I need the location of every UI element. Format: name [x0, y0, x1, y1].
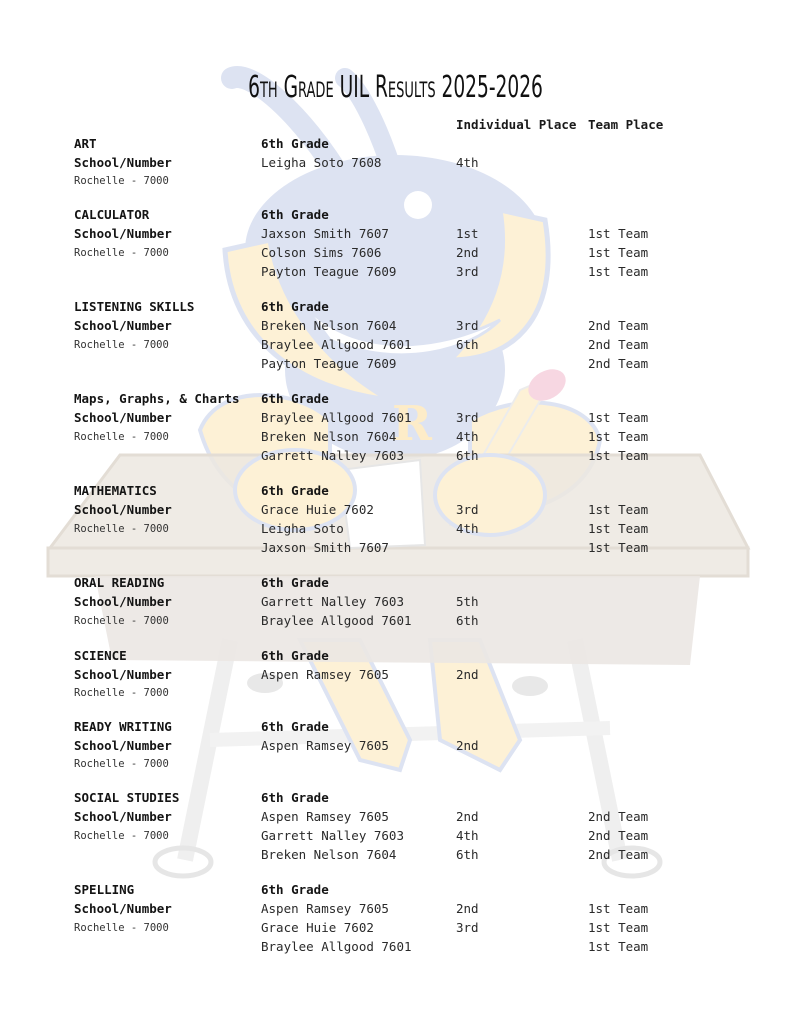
team-place: 1st Team: [588, 429, 649, 444]
student-name: Grace Huie 7602: [261, 920, 374, 935]
individual-place: 2nd: [456, 738, 479, 753]
student-name: Grace Huie 7602: [261, 502, 374, 517]
event-name: LISTENING SKILLS: [74, 299, 195, 314]
team-place: 2nd Team: [588, 847, 649, 862]
grade-label: 6th Grade: [261, 575, 329, 590]
event-name: Maps, Graphs, & Charts: [74, 391, 240, 406]
individual-place: 2nd: [456, 809, 479, 824]
grade-label: 6th Grade: [261, 483, 329, 498]
svg-text:R: R: [392, 396, 432, 452]
event-name: ORAL READING: [74, 575, 165, 590]
individual-place: 6th: [456, 613, 479, 628]
individual-place: 5th: [456, 594, 479, 609]
student-name: Aspen Ramsey 7605: [261, 738, 389, 753]
school-name: Rochelle - 7000: [74, 175, 169, 187]
team-place: 2nd Team: [588, 318, 649, 333]
team-place: 1st Team: [588, 502, 649, 517]
school-name: Rochelle - 7000: [74, 247, 169, 259]
team-place: 1st Team: [588, 901, 649, 916]
event-name: SOCIAL STUDIES: [74, 790, 180, 805]
individual-place: 3rd: [456, 410, 479, 425]
individual-place: 4th: [456, 155, 479, 170]
student-name: Garrett Nalley 7603: [261, 828, 404, 843]
school-name: Rochelle - 7000: [74, 615, 169, 627]
student-name: Colson Sims 7606: [261, 245, 382, 260]
individual-place: 6th: [456, 337, 479, 352]
student-name: Garrett Nalley 7603: [261, 594, 404, 609]
team-place: 1st Team: [588, 939, 649, 954]
team-place: 1st Team: [588, 410, 649, 425]
individual-place: 6th: [456, 448, 479, 463]
student-name: Aspen Ramsey 7605: [261, 901, 389, 916]
event-name: MATHEMATICS: [74, 483, 157, 498]
team-place: 1st Team: [588, 521, 649, 536]
team-place: 1st Team: [588, 245, 649, 260]
grade-label: 6th Grade: [261, 790, 329, 805]
student-name: Payton Teague 7609: [261, 356, 397, 371]
individual-place: 6th: [456, 847, 479, 862]
team-place: 2nd Team: [588, 809, 649, 824]
student-name: Garrett Nalley 7603: [261, 448, 404, 463]
school-name: Rochelle - 7000: [74, 830, 169, 842]
team-place-header: Team Place: [588, 117, 664, 132]
team-place: 1st Team: [588, 540, 649, 555]
individual-place: 3rd: [456, 318, 479, 333]
grade-label: 6th Grade: [261, 207, 329, 222]
team-place: 1st Team: [588, 264, 649, 279]
grade-label: 6th Grade: [261, 391, 329, 406]
grade-label: 6th Grade: [261, 882, 329, 897]
student-name: Jaxson Smith 7607: [261, 540, 389, 555]
student-name: Braylee Allgood 7601: [261, 337, 412, 352]
school-number-label: School/Number: [74, 226, 172, 241]
team-place: 1st Team: [588, 226, 649, 241]
event-name: SPELLING: [74, 882, 135, 897]
page-title: 6th Grade UIL Results 2025-2026: [248, 70, 543, 105]
individual-place: 3rd: [456, 264, 479, 279]
student-name: Leigha Soto 7608: [261, 155, 382, 170]
student-name: Braylee Allgood 7601: [261, 613, 412, 628]
event-name: ART: [74, 136, 97, 151]
individual-place-header: Individual Place: [456, 117, 577, 132]
school-number-label: School/Number: [74, 667, 172, 682]
school-name: Rochelle - 7000: [74, 922, 169, 934]
individual-place: 3rd: [456, 502, 479, 517]
student-name: Payton Teague 7609: [261, 264, 397, 279]
individual-place: 2nd: [456, 667, 479, 682]
school-number-label: School/Number: [74, 155, 172, 170]
grade-label: 6th Grade: [261, 299, 329, 314]
student-name: Braylee Allgood 7601: [261, 939, 412, 954]
school-name: Rochelle - 7000: [74, 339, 169, 351]
school-number-label: School/Number: [74, 594, 172, 609]
individual-place: 4th: [456, 828, 479, 843]
individual-place: 2nd: [456, 901, 479, 916]
grade-label: 6th Grade: [261, 719, 329, 734]
school-number-label: School/Number: [74, 502, 172, 517]
school-number-label: School/Number: [74, 809, 172, 824]
team-place: 2nd Team: [588, 828, 649, 843]
school-number-label: School/Number: [74, 318, 172, 333]
grade-label: 6th Grade: [261, 136, 329, 151]
individual-place: 3rd: [456, 920, 479, 935]
individual-place: 4th: [456, 521, 479, 536]
individual-place: 4th: [456, 429, 479, 444]
school-number-label: School/Number: [74, 410, 172, 425]
student-name: Breken Nelson 7604: [261, 318, 397, 333]
individual-place: 1st: [456, 226, 479, 241]
team-place: 2nd Team: [588, 337, 649, 352]
event-name: READY WRITING: [74, 719, 172, 734]
school-number-label: School/Number: [74, 738, 172, 753]
student-name: Breken Nelson 7604: [261, 847, 397, 862]
school-name: Rochelle - 7000: [74, 431, 169, 443]
student-name: Leigha Soto: [261, 521, 344, 536]
student-name: Aspen Ramsey 7605: [261, 667, 389, 682]
individual-place: 2nd: [456, 245, 479, 260]
event-name: SCIENCE: [74, 648, 127, 663]
school-name: Rochelle - 7000: [74, 758, 169, 770]
student-name: Breken Nelson 7604: [261, 429, 397, 444]
grade-label: 6th Grade: [261, 648, 329, 663]
school-name: Rochelle - 7000: [74, 687, 169, 699]
student-name: Braylee Allgood 7601: [261, 410, 412, 425]
team-place: 1st Team: [588, 448, 649, 463]
student-name: Jaxson Smith 7607: [261, 226, 389, 241]
event-name: CALCULATOR: [74, 207, 150, 222]
school-name: Rochelle - 7000: [74, 523, 169, 535]
student-name: Aspen Ramsey 7605: [261, 809, 389, 824]
team-place: 2nd Team: [588, 356, 649, 371]
school-number-label: School/Number: [74, 901, 172, 916]
team-place: 1st Team: [588, 920, 649, 935]
